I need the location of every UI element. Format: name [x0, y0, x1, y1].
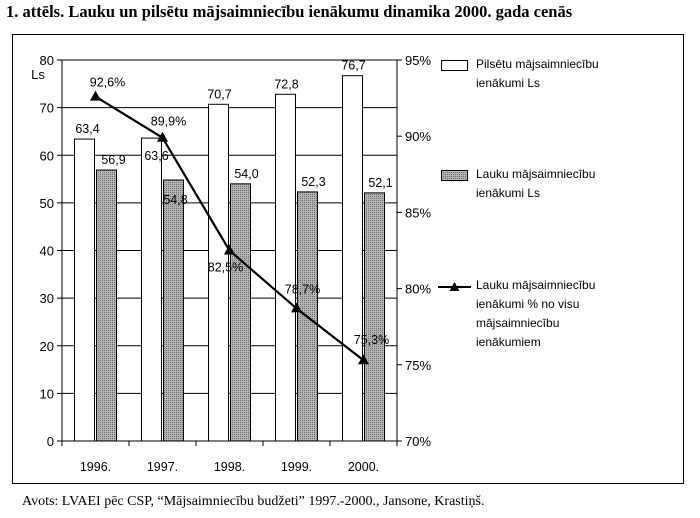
left-axis-tick-label: 10	[39, 386, 54, 402]
data-label-share: 82,5%	[207, 260, 244, 275]
data-label-share: 75,3%	[353, 333, 390, 348]
legend-share: Lauku mājsaimniecību ienākumi % no visu mājsaimniecību ienākumiem	[476, 278, 596, 349]
data-label-share: 89,9%	[150, 114, 187, 129]
data-label-urban: 76,7	[341, 58, 366, 73]
right-axis-tick-label: 90%	[405, 129, 432, 145]
legend-swatch-urban	[441, 60, 471, 72]
left-axis-tick-label: 20	[39, 338, 54, 354]
x-axis-tick-label: 1996.	[79, 460, 112, 474]
data-label-urban: 63,6	[144, 149, 169, 164]
x-axis-tick-label: 1998.	[213, 460, 246, 474]
right-axis-tick-label: 80%	[405, 281, 432, 297]
legend-swatch-share	[437, 280, 473, 294]
chart-title: 1. attēls. Lauku un pilsētu mājsaimniecību ienākumu dinamika 2000. gada cenās	[6, 2, 573, 21]
left-axis-tick-label: 0	[46, 434, 54, 449]
data-label-rural: 56,9	[101, 153, 126, 168]
data-label-urban: 70,7	[207, 87, 232, 102]
data-label-share: 92,6%	[89, 75, 126, 90]
bar-rural	[365, 193, 385, 441]
left-axis-tick-label: 40	[39, 243, 54, 259]
left-axis-unit-label: Ls	[31, 67, 45, 82]
bar-rural	[164, 180, 184, 441]
x-axis-tick-label: 1997.	[146, 460, 179, 474]
bar-urban	[276, 94, 296, 441]
data-label-urban: 63,4	[75, 122, 100, 137]
bar-urban	[142, 138, 162, 441]
right-axis-tick-label: 70%	[405, 434, 432, 449]
bar-rural	[97, 170, 117, 441]
x-axis-tick-label: 1999.	[280, 460, 313, 474]
bar-urban	[75, 139, 95, 441]
data-label-rural: 52,1	[368, 175, 393, 190]
source-note: Avots: LVAEI pēc CSP, “Mājsaimniecību budžeti” 1997.-2000., Jansone, Krastiņš.	[22, 494, 485, 509]
data-label-rural: 54,0	[234, 166, 259, 181]
x-axis-tick-label: 2000.	[347, 460, 380, 474]
data-label-rural: 54,8	[163, 193, 188, 208]
legend-rural: Lauku mājsaimniecību ienākumi Ls	[476, 167, 596, 200]
left-axis-tick-label: 30	[39, 291, 54, 307]
data-label-urban: 72,8	[274, 77, 299, 92]
data-label-rural: 52,3	[301, 174, 326, 189]
left-axis-tick-label: 60	[39, 148, 54, 164]
right-axis-tick-label: 95%	[405, 53, 432, 68]
data-label-share: 78,7%	[284, 282, 321, 297]
bar-urban	[343, 76, 363, 441]
right-axis-tick-label: 85%	[405, 205, 432, 221]
left-axis-tick-label: 50	[39, 195, 54, 211]
bar-rural	[231, 184, 251, 441]
right-axis-tick-label: 75%	[405, 357, 432, 373]
legend-swatch-rural	[441, 170, 471, 182]
left-axis-tick-label: 80	[39, 53, 54, 68]
left-axis-tick-label: 70	[39, 100, 54, 116]
legend-urban: Pilsētu mājsaimniecību ienākumi Ls	[476, 57, 599, 90]
